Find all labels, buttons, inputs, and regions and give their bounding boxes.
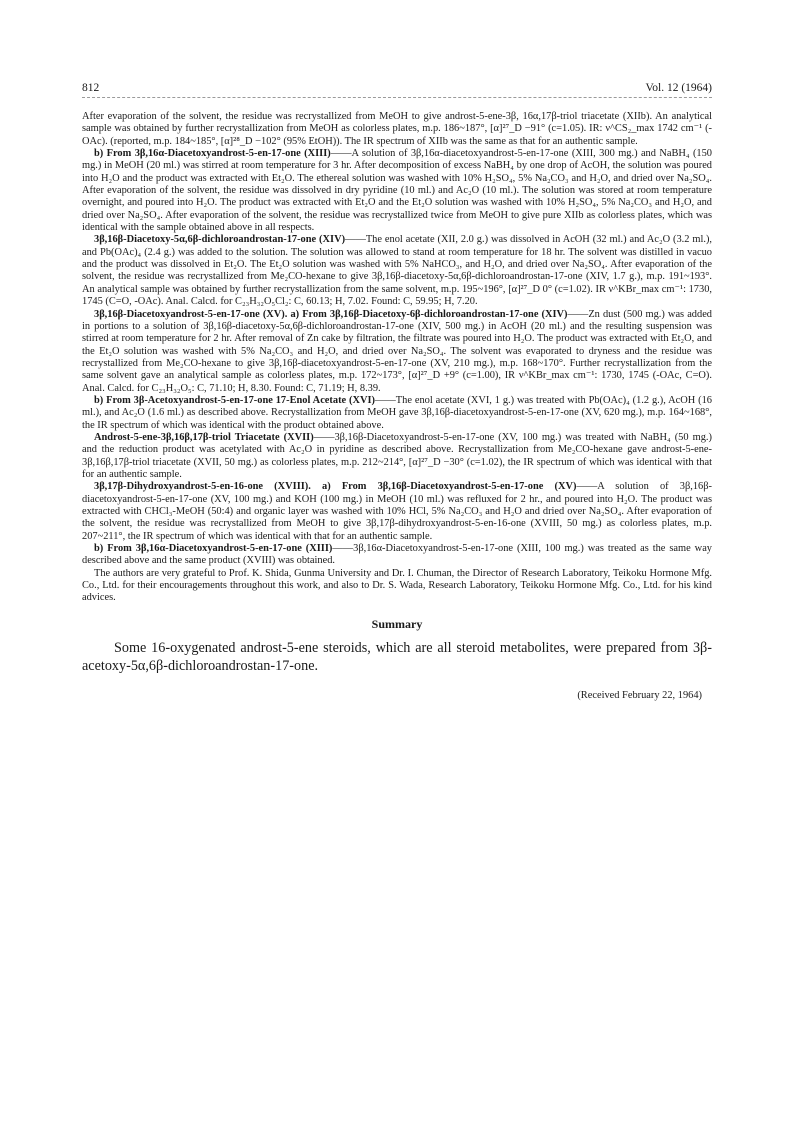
paragraph-5 (82, 395, 712, 432)
journal-volume: Vol. 12 (1964) (645, 82, 712, 94)
journal-page (82, 82, 712, 701)
paragraph-heading: 3β,17β-Dihydroxyandrost-5-en-16-one (XVIII). a) From 3β,16β-Diacetoxyandrost-5-en-17-one (XV) (94, 481, 577, 493)
paragraph-4 (82, 309, 712, 395)
paragraph-3 (82, 234, 712, 308)
paragraph-text: ——3β,16β-Diacetoxyandrost-5-en-17-one (XV, 100 mg.) was treated with NaBH₄ (50 mg.) and the reduction product was acetylated with Ac₂O in pyridine as described above. Recrystallization from Me₂CO-hexane gave androst-5-ene-3β,16β,17β-triol triacetate (XVII, 50 mg.) as colorless plates, m.p. 212~214°, [α]²⁷_D −30° (c=1.02), the IR spectrum of which was identical with that for an authentic sample. (82, 431, 712, 480)
paragraph-7 (82, 481, 712, 543)
page-number: 812 (82, 82, 100, 94)
paragraph-heading: 3β,16β-Diacetoxyandrost-5-en-17-one (XV). a) From 3β,16β-Diacetoxy-6β-dichloroandrostan-17-one (XIV) (94, 308, 568, 320)
paragraph-text: After evaporation of the solvent, the residue was recrystallized from MeOH to give androst-5-ene-3β, 16α,17β-triol triacetate (XIIb). An analytical sample was obtained by further recrystallization from MeOH as colorless plates, m.p. 186~187°, [α]²⁷_D −91° (c=1.05). IR: ν^CS₂_max 1742 cm⁻¹ (-OAc). (reported, m.p. 184~185°, [α]²⁸_D −102° (95% EtOH)). The IR spectrum of XIIb was the same as that for an authentic sample. (82, 111, 712, 147)
paragraph-text: The authors are very grateful to Prof. K. Shida, Gunma University and Dr. I. Chuman, the Director of Research Laboratory, Teikoku Hormone Mfg. Co., Ltd. for their encouragements throughout this work, and also to Dr. S. Wada, Research Laboratory, Teikoku Hormone Mfg. Co., Ltd. for his kind advices. (82, 567, 712, 604)
experimental-text (82, 111, 712, 605)
paragraph-text: ——A solution of 3β,16α-diacetoxyandrost-5-en-17-one (XIII, 300 mg.) and NaBH₄ (150 mg.) in MeOH (20 ml.) was stirred at room temperature for 3 hr. After decomposition of excess NaBH₄ by one drop of AcOH, the solution was poured into H₂O and the product was extracted with Et₂O. The ethereal solution was washed with 10% H₂SO₄, 5% Na₂CO₃ and H₂O, and dried over Na₂SO₄. After evaporation of the solvent, the residue was dissolved in dry pyridine (10 ml.) and Ac₂O (10 ml.). The solution was stored at room temperature overnight, and poured into H₂O. The product was extracted with Et₂O and the Et₂O solution was washed with 10% H₂SO₄, 5% Na₂CO₃ and H₂O, and dried over Na₂SO₄. After evaporation of the solvent, the residue was recrystallized twice from MeOH to give pure XIIb as colorless plates, which was identical with the sample obtained above in all respects. (82, 148, 712, 234)
paragraph-heading: Androst-5-ene-3β,16β,17β-triol Triacetate (XVII) (94, 431, 314, 443)
acknowledgement-paragraph (82, 568, 712, 605)
paragraph-text: ——A solution of 3β,16β-diacetoxyandrost-5-en-17-one (XV, 100 mg.) and KOH (100 mg.) in MeOH (10 ml.) was refluxed for 2 hr., and poured into H₂O. The product was extracted with CHCl₃-MeOH (50:4) and organic layer was washed with 10% HCl, 5% Na₂CO₃ and H₂O and dried over Na₂SO₄. After evaporation of the solvent, the residue was recrystallized from MeOH to give 3β,17β-dihydroxyandrost-5-en-16-one (XVIII, 50 mg.) as colorless plates, m.p. 207~211°, the IR spectrum of which was identical with that for an authentic sample. (82, 481, 712, 542)
received-date: (Received February 22, 1964) (577, 690, 702, 702)
paragraph-heading: b) From 3β,16α-Diacetoxyandrost-5-en-17-one (XIII) (94, 148, 331, 160)
paragraph-text: ——Zn dust (500 mg.) was added in portions to a solution of 3β,16β-diacetoxy-5α,6β-dichloroandrostan-17-one (XIV, 500 mg.) in AcOH (20 ml.) and the resulting suspension was stirred at room temperature for 2 hr. After removal of Zn cake by filtration, the filtrate was poured into H₂O. The product was extracted with Et₂O, and the Et₂O solution was washed with 5% Na₂CO₃ and H₂O, and dried over Na₂SO₄. The solvent was evaporated to dryness and the residue was recrystallized from Me₂CO-hexane to give 3β,16β-diacetoxyandrost-5-en-17-one (XV, 210 mg.), m.p. 168~170°. Further recrystallization from the same solvent gave an analytical sample as colorless plates, m.p. 172~173°, [α]²⁷_D +9° (c=1.00), IR ν^KBr_max cm⁻¹: 1730, 1745 (-OAc, C=O). Anal. Calcd. for C₂₃H₃₂O₅: C, 71.10; H, 8.30. Found: C, 71.19; H, 8.39. (82, 308, 712, 394)
paragraph-8 (82, 543, 712, 568)
paragraph-6 (82, 432, 712, 481)
summary-heading: Summary (371, 616, 423, 631)
paragraph-1 (82, 111, 712, 148)
paragraph-heading: 3β,16β-Diacetoxy-5α,6β-dichloroandrostan-17-one (XIV) (94, 234, 346, 246)
summary-text: Some 16-oxygenated androst-5-ene steroids, which are all steroid metabolites, were prepared from 3β-acetoxy-5α,6β-dichloroandrostan-17-one. (82, 639, 712, 674)
running-header (82, 82, 712, 98)
paragraph-text: ——The enol acetate (XVI, 1 g.) was treated with Pb(OAc)₄ (1.2 g.), AcOH (16 ml.), and Ac₂O (1.6 ml.) as described above. Recrystallization from MeOH gave 3β,16β-diacetoxyandrost-5-en-17-one (XV, 620 mg.), m.p. 164~168°, the IR spectrum of which was identical with the product obtained above. (82, 394, 712, 431)
paragraph-2 (82, 148, 712, 234)
paragraph-text: ——The enol acetate (XII, 2.0 g.) was dissolved in AcOH (32 ml.) and Ac₂O (3.2 ml.), and Pb(OAc)₄ (2.4 g.) was added to the solution. The solution was allowed to stand at room temperature for 18 hr. The solvent was distilled in vacuo and the product was dissolved in Et₂O. The Et₂O solution was washed with 5% NaHCO₃, and H₂O, and dried over Na₂SO₄. After evaporation of the solvent, the residue was recrystallized from Me₂CO-hexane to give 3β,16β-diacetoxy-5α,6β-dichloroandrostan-17-one (XIV, 1.7 g.), m.p. 191~193°. An analytical sample was obtained by further recrystallization from the same solvent, m.p. 195~196°, [α]²⁷_D 0° (c=1.02). IR ν^KBr_max cm⁻¹: 1730, 1745 (C=O, -OAc). Anal. Calcd. for C₂₃H₃₂O₅Cl₂: C, 60.13; H, 7.02. Found: C, 59.95; H, 7.20. (82, 234, 712, 308)
paragraph-heading: b) From 3β-Acetoxyandrost-5-en-17-one 17-Enol Acetate (XVI) (94, 394, 376, 406)
paragraph-text: ——3β,16α-Diacetoxyandrost-5-en-17-one (XIII, 100 mg.) was treated as the same way described above and the same product (XVIII) was obtained. (82, 543, 712, 567)
paragraph-heading: b) From 3β,16α-Diacetoxyandrost-5-en-17-one (XIII) (94, 543, 333, 555)
